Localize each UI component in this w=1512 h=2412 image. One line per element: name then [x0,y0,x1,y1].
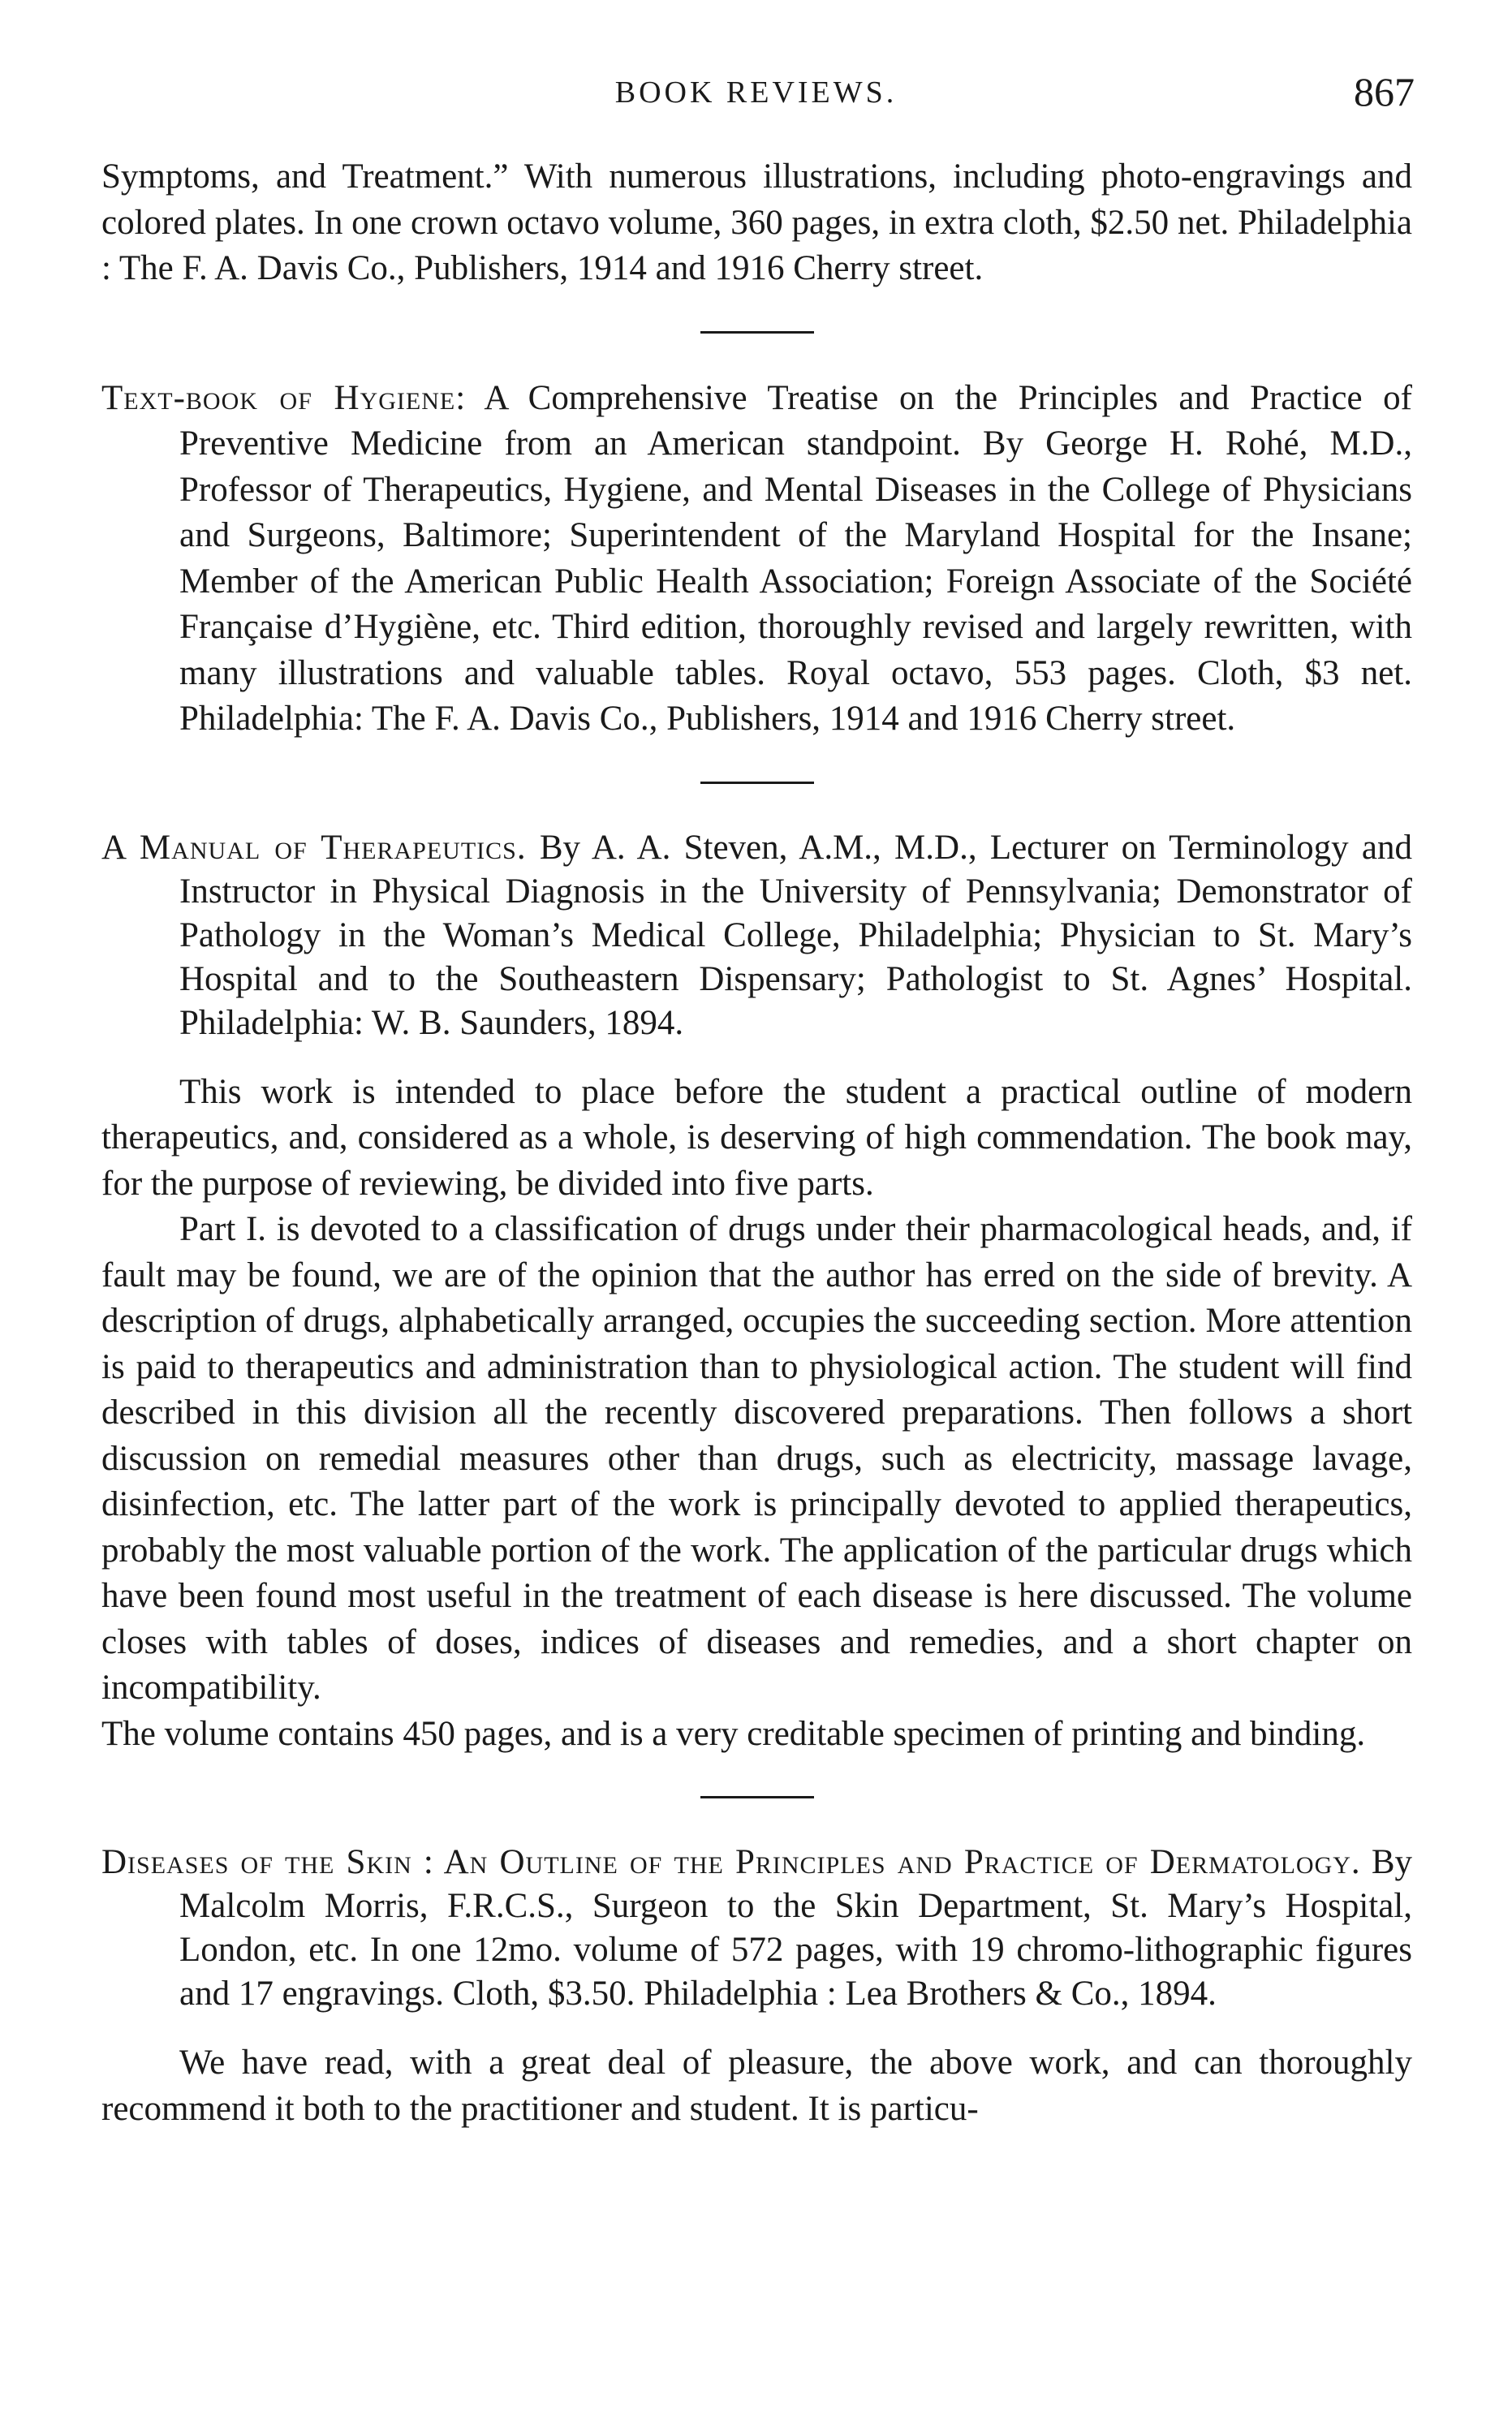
running-title: BOOK REVIEWS. [614,75,898,110]
continued-entry [101,154,1412,292]
book-entry-hygiene [101,376,1412,743]
book-title: Diseases of the Skin : An Outline of the Principles and Practice of Dermatology. [101,1843,1361,1881]
review-paragraph: This work is intended to place before the student a practical outline of modern therapeutics, and, considered as a whole, is deserving of high commendation. The book may, for the purpose of reviewing, be divided into five parts. [101,1072,1412,1203]
page-number: 867 [1354,69,1415,114]
review-text-therapeutics [101,1070,1412,1758]
review-text-skin [101,2040,1412,2132]
continued-entry-text: Symptoms, and Treatment.” With numerous illustrations, including photo-engravings and colored plates. In one crown octavo volume, 360 pages, in extra cloth, $2.50 net. Philadelphia : The F. A. Davis Co., Publishers, 1914 and 1916 Cherry street. [101,157,1412,287]
section-divider [700,331,814,334]
section-divider [700,782,814,784]
review-paragraph: The volume contains 450 pages, and is a very creditable specimen of printing and binding. [101,1714,1366,1753]
section-divider [700,1796,814,1798]
book-title: Text-book of Hygiene [101,378,456,417]
page-body [101,154,1412,2132]
book-title: A Manual of Therapeutics. [101,828,527,867]
review-paragraph: We have read, with a great deal of pleasure, the above work, and can thoroughly recommend it both to the practitioner and student. It is particu- [101,2044,1412,2128]
book-entry-skin [101,1841,1412,2016]
book-citation: By A. A. Steven, A.M., M.D., Lecturer on Terminology and Instructor in Physical Diagnosis in the University of Pennsylvania; Demonstrator of Pathology in the Woman’s Medical College, Philadelphia; Physician to St. Mary’s Hospital and to the Southeastern Dispensary; Pathologist to St. Agnes’ Hospital. Philadelphia: W. B. Saunders, 1894. [179,828,1412,1042]
spacer [101,1045,1412,1070]
review-paragraph: Part I. is devoted to a classification of drugs under their pharmacological heads, and, if fault may be found, we are of the opinion that the author has erred on the side of brevity. A description of drugs, alphabetically arranged, occupies the succeeding section. More attention is paid to therapeutics and administration than to physiological action. The student will find described in this division all the recently discovered preparations. Then follows a short discussion on remedial measures other than drugs, such as electricity, massage lavage, disinfection, etc. The latter part of the work is principally devoted to applied therapeutics, probably the most valuable portion of the work. The application of the particular drugs which have been found most useful in the treatment of each disease is here discussed. The volume closes with tables of doses, indices of diseases and remedies, and a short chapter on incompatibility. [101,1210,1412,1707]
spacer [101,2016,1412,2040]
book-citation: : A Comprehensive Treatise on the Principles and Practice of Preventive Medicine from an American standpoint. By George H. Rohé, M.D., Professor of Therapeutics, Hygiene, and Mental Diseases in the College of Physicians and Surgeons, Baltimore; Superintendent of the Maryland Hospital for the Insane; Member of the American Public Health Association; Foreign Associate of the Société Française d’Hygiène, etc. Third edition, thoroughly revised and largely rewritten, with many illustrations and valuable tables. Royal octavo, 553 pages. Cloth, $3 net. Philadelphia: The F. A. Davis Co., Publishers, 1914 and 1916 Cherry street. [179,378,1412,738]
page-header [0,68,1512,125]
book-citation: By Malcolm Morris, F.R.C.S., Surgeon to the Skin Department, St. Mary’s Hospital, London, etc. In one 12mo. volume of 572 pages, with 19 chromo-lithographic figures and 17 engravings. Cloth, $3.50. Philadelphia : Lea Brothers & Co., 1894. [179,1843,1413,2013]
book-entry-therapeutics [101,826,1412,1045]
